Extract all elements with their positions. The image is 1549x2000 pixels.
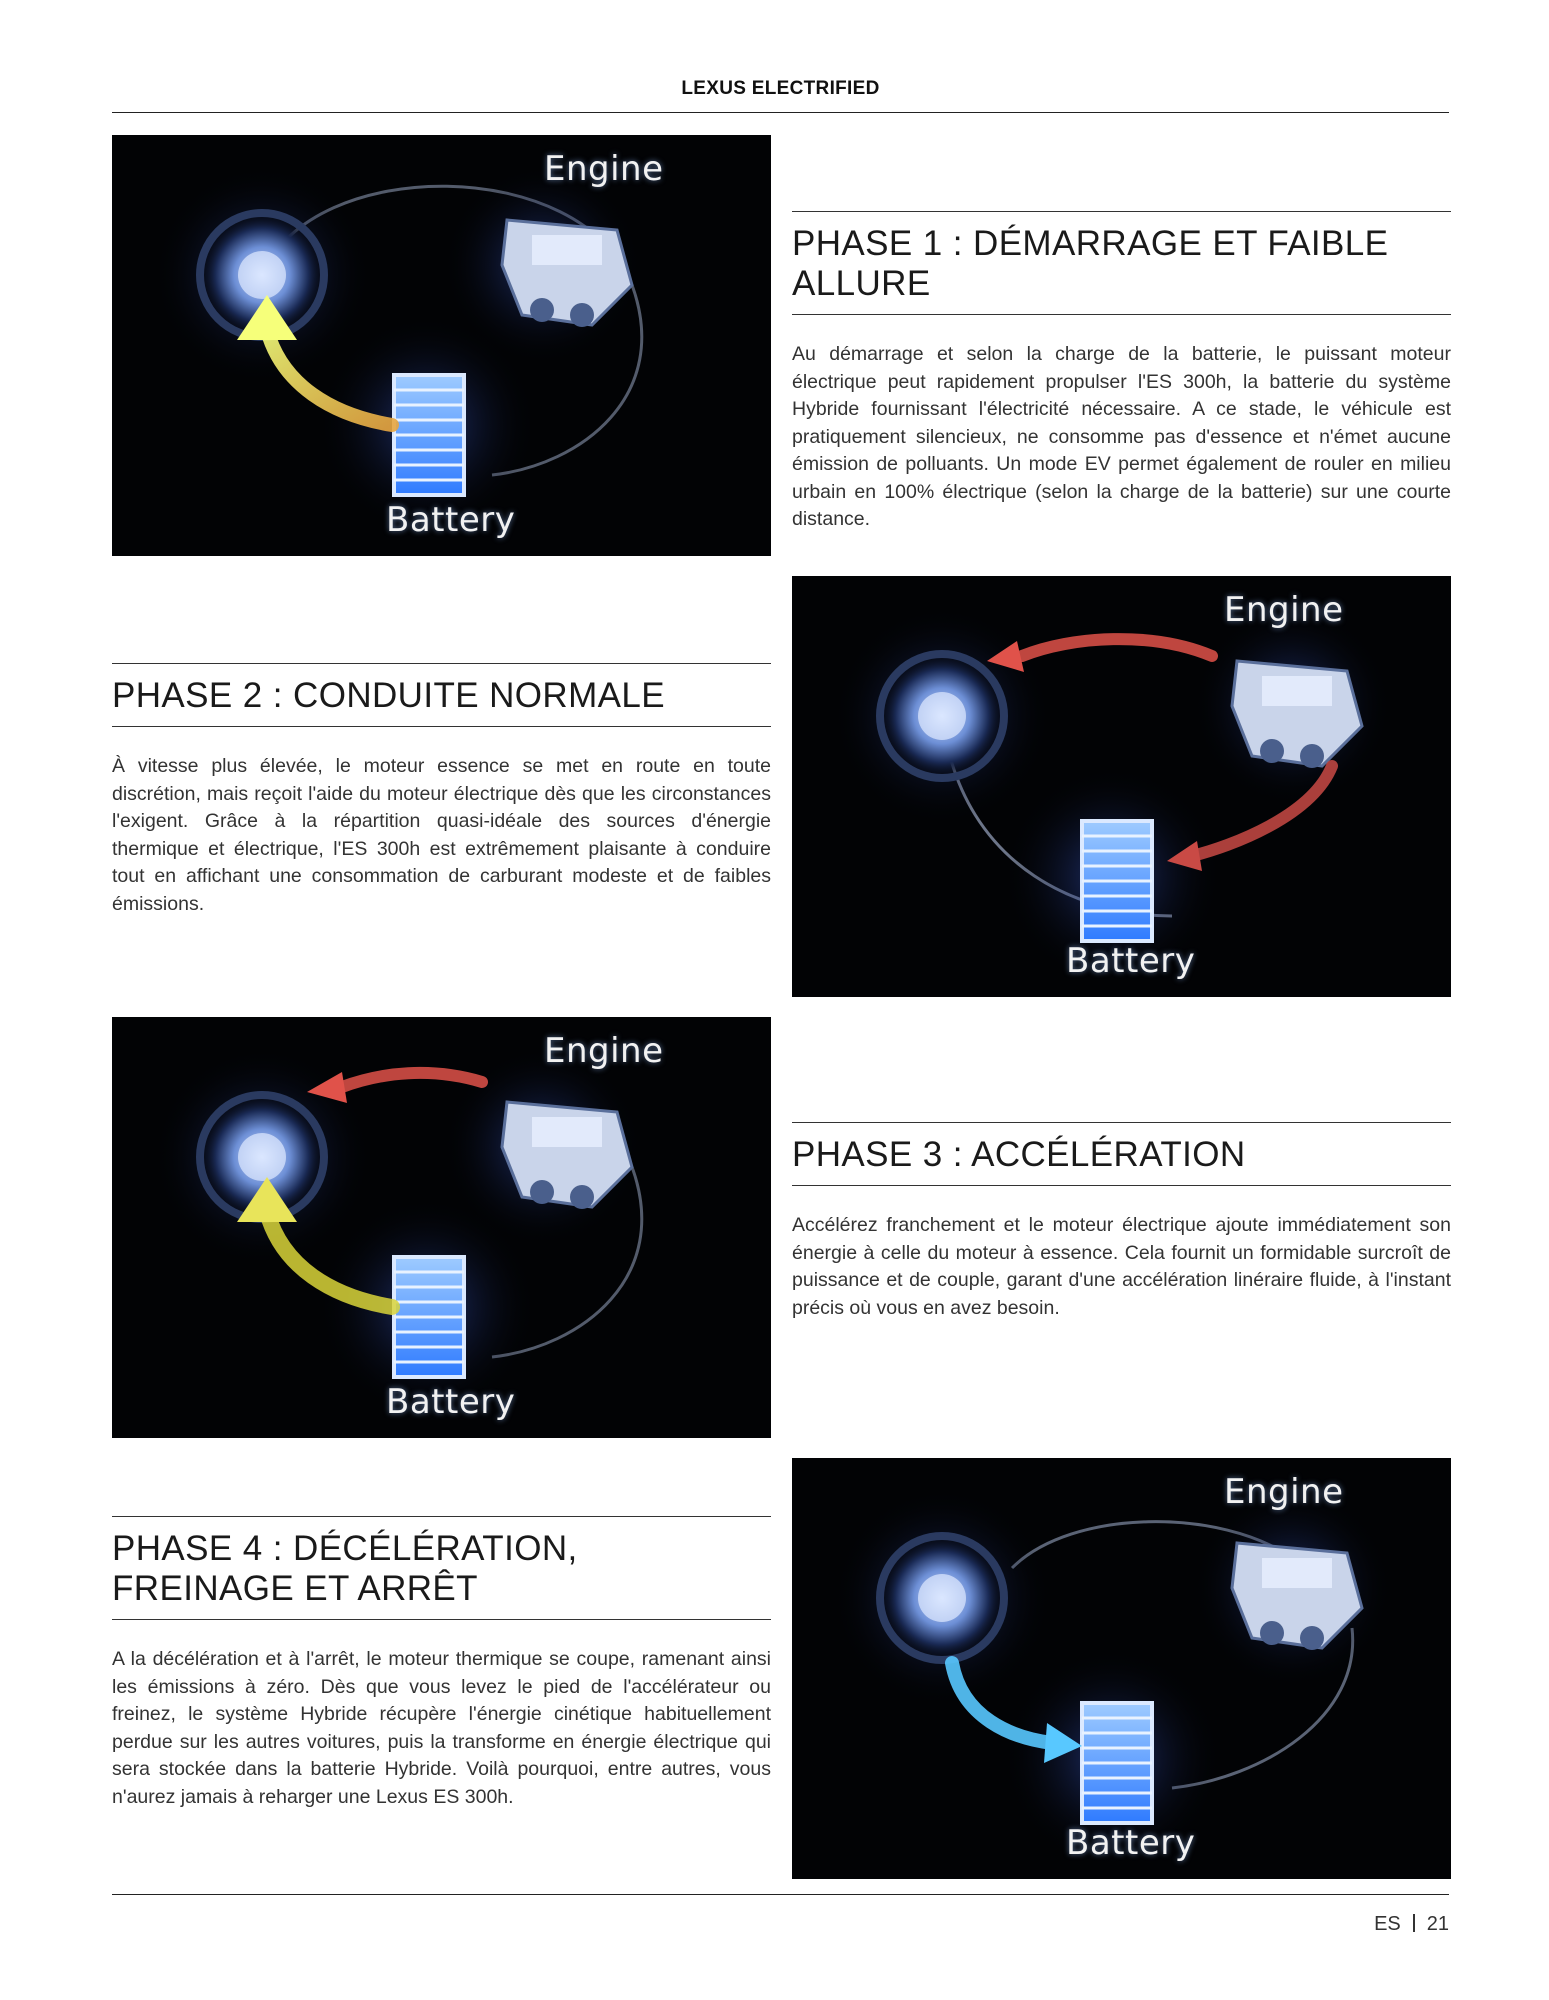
phase-3-text: Accélérez franchement et le moteur électrique ajoute immédiatement son énergie à celle du moteur à essence. Cela fournit un formidable surcroît de puissance et de couple, garant d'une accélération linéraire fluide, à l'instant précis où vous en avez besoin. — [792, 1214, 1451, 1319]
engine-label: Engine — [544, 149, 664, 189]
phase-1-diagram — [112, 135, 771, 556]
page-number: 21 — [1426, 1913, 1449, 1935]
phase-1-text: Au démarrage et selon la charge de la batterie, le puissant moteur électrique peut rapidement propulser l'ES 300h, la batterie du système Hybride fournissant l'électricité nécessaire. A ce stade, le véhicule est pratiquement silencieux, ne consomme pas d'essence et n'émet aucune émission de polluants. Un mode EV permet également de rouler en milieu urbain en 100% électrique (selon la charge de la batterie) sur une courte distance. — [792, 343, 1451, 530]
battery-label: Battery — [386, 1382, 516, 1422]
phase-3-diagram — [112, 1017, 771, 1438]
engine-label: Engine — [544, 1031, 664, 1071]
phase-2-diagram-art — [792, 576, 1451, 997]
phase-4-title-line2: FREINAGE ET ARRÊT — [112, 1569, 478, 1608]
phase-3-title: PHASE 3 : ACCÉLÉRATION — [792, 1135, 1246, 1174]
phase-4-text: A la décélération et à l'arrêt, le moteur thermique se coupe, ramenant ainsi les émissions à zéro. Dès que vous levez le pied de l'accélérateur ou freinez, le système Hybride récupère l'énergie cinétique habituellement perdue sur les autres voitures, puis la transforme en énergie électrique qui sera stockée dans la batterie Hybride. Voilà pourquoi, entre autres, vous n'aurez jamais à reharger une Lexus ES 300h. — [112, 1648, 771, 1808]
footer-model: ES — [1374, 1913, 1401, 1935]
phase-1-rule-bottom — [792, 314, 1451, 315]
phase-4-title — [112, 1517, 771, 1619]
phase-2-diagram — [792, 576, 1451, 997]
battery-label: Battery — [1066, 1823, 1196, 1863]
footer-rule — [112, 1894, 1449, 1895]
phase-4-rule-bottom — [112, 1619, 771, 1620]
phase-4-section — [112, 1516, 771, 1811]
phase-4-diagram — [792, 1458, 1451, 1879]
phase-2-rule-bottom — [112, 726, 771, 727]
battery-label: Battery — [1066, 941, 1196, 981]
phase-3-section — [792, 1122, 1451, 1322]
phase-2-text: À vitesse plus élevée, le moteur essence se met en route en toute discrétion, mais reçoit l'aide du moteur électrique dès que les circonstances l'exigent. Grâce à la répartition quasi-idéale des sources d'énergie thermique et électrique, l'ES 300h est extrêmement plaisante à conduire tout en affichant une consommation de carburant modeste et de faibles émissions. — [112, 755, 771, 915]
battery-icon — [1082, 1703, 1152, 1823]
phase-4-diagram-art — [792, 1458, 1451, 1879]
phase-2-section — [112, 663, 771, 918]
battery-label: Battery — [386, 500, 516, 540]
phase-3-rule-bottom — [792, 1185, 1451, 1186]
battery-icon — [394, 1257, 464, 1377]
engine-label: Engine — [1224, 590, 1344, 630]
battery-icon — [394, 375, 464, 495]
phase-1-section — [792, 211, 1451, 534]
phase-4-title-line1: PHASE 4 : DÉCÉLÉRATION, — [112, 1529, 578, 1568]
battery-icon — [1082, 821, 1152, 941]
footer-separator — [1413, 1914, 1415, 1932]
page-footer — [1374, 1913, 1449, 1936]
page-header: LEXUS ELECTRIFIED — [681, 78, 880, 99]
phase-2-title: PHASE 2 : CONDUITE NORMALE — [112, 676, 666, 715]
header-rule — [112, 112, 1449, 113]
phase-3-diagram-art — [112, 1017, 771, 1438]
phase-1-diagram-art — [112, 135, 771, 556]
phase-1-title: PHASE 1 : DÉMARRAGE ET FAIBLE ALLURE — [792, 224, 1389, 303]
engine-label: Engine — [1224, 1472, 1344, 1512]
